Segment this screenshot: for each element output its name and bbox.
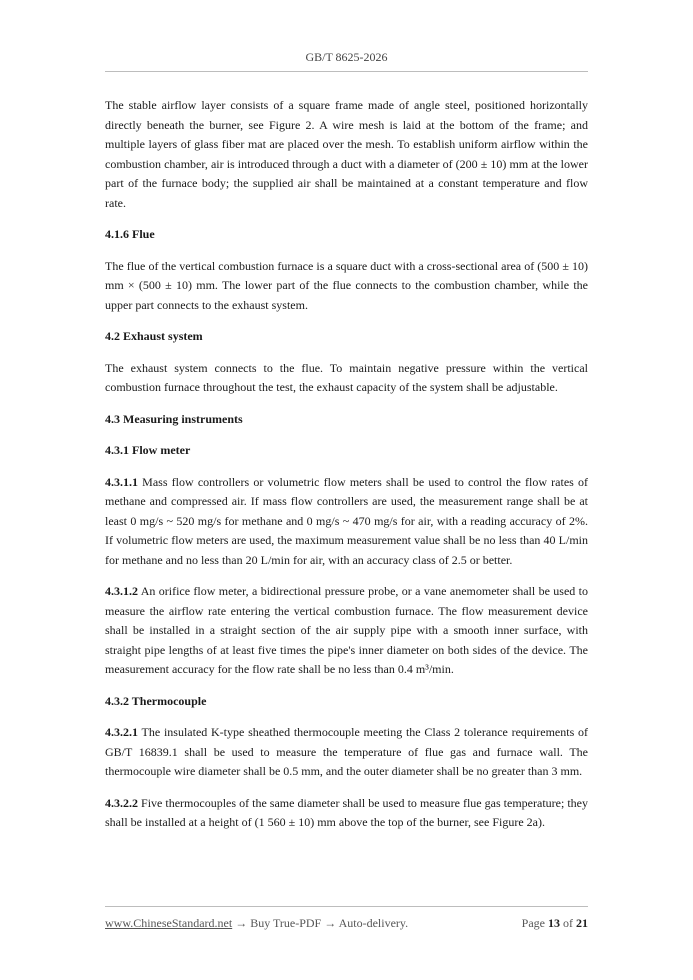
- footer-divider: [105, 906, 588, 907]
- paragraph-exhaust-system: The exhaust system connects to the flue. To maintain negative pressure within the vertical combustion furnace throughout the test, the exhaust capacity of the system shall be adjustable.: [105, 360, 588, 394]
- of-label: of: [560, 916, 576, 930]
- site-link[interactable]: www.ChineseStandard.net: [105, 916, 233, 930]
- paragraph-4-3-2-2: [105, 794, 588, 833]
- paragraph-4-3-2-1: [105, 723, 588, 782]
- heading-4-3-2: 4.3.2 Thermocouple: [105, 693, 207, 708]
- current-page: 13: [548, 916, 560, 930]
- heading-4-1-6: 4.1.6 Flue: [105, 227, 155, 241]
- clause-number-4-3-2-2: 4.3.2.2: [105, 795, 138, 810]
- clause-text-4-3-2-2: Five thermocouples of the same diameter shall be used to measure flue gas temperature; they shall be installed at a height of (1 560 ± 10) mm above the top of the burner, see Figure 2a).: [105, 795, 588, 829]
- delivery-text: Auto-delivery.: [338, 916, 409, 930]
- arrow-icon: →: [321, 916, 339, 930]
- page-footer: [105, 916, 588, 931]
- document-body: [105, 96, 588, 845]
- footer-promo: [105, 916, 408, 931]
- buy-text: Buy True-PDF: [250, 916, 322, 930]
- clause-text-4-3-1-1: Mass flow controllers or volumetric flow meters shall be used to control the flow rates of methane and compressed air. If mass flow controllers are used, the measurement range shall be at least 0 mg/s ~ 520 mg/s for methane and 0 mg/s ~ 470 mg/s for air, with a reading accuracy of 2%. If volumetric flow meters are used, the maximum measurement value shall be no less than 40 L/min for methane and no less than 20 L/min for air, with an accuracy class of 2.5 or better.: [105, 474, 588, 567]
- paragraph-4-3-1-1: [105, 473, 588, 571]
- heading-4-2: 4.2 Exhaust system: [105, 329, 203, 343]
- page-number: [522, 916, 588, 931]
- paragraph-flue: The flue of the vertical combustion furnace is a square duct with a cross-sectional area of (500 ± 10) mm × (500 ± 10) mm. The lower part of the flue connects to the combustion chamber, while the upper part connects to the exhaust system.: [105, 258, 588, 312]
- arrow-icon: →: [232, 916, 251, 930]
- heading-4-3-1: 4.3.1 Flow meter: [105, 443, 191, 457]
- paragraph-4-3-1-2: [105, 582, 588, 680]
- heading-4-3: 4.3 Measuring instruments: [105, 411, 243, 426]
- clause-number-4-3-1-2: 4.3.1.2: [105, 584, 138, 598]
- paragraph-airflow-layer: The stable airflow layer consists of a square frame made of angle steel, positioned horizontally directly beneath the burner, see Figure 2. A wire mesh is laid at the bottom of the frame; and multiple layers of glass fiber mat are placed over the mesh. To establish uniform airflow within the combustion chamber, air is introduced through a duct with a diameter of (200 ± 10) mm at the lower part of the furnace body; the supplied air shall be maintained at a constant temperature and flow rate.: [105, 98, 588, 210]
- clause-text-4-3-1-2: An orifice flow meter, a bidirectional pressure probe, or a vane anemometer shall be used to measure the airflow rate entering the vertical combustion furnace. The flow measurement device shall be installed in a straight section of the air supply pipe with a smooth inner surface, with straight pipe lengths of at least five times the pipe's inner diameter on both sides of the device. The measurement accuracy for the flow rate shall be no less than 0.4 m³/min.: [105, 584, 588, 676]
- page-label: Page: [521, 916, 548, 930]
- page-header: GB/T 8625-2026: [305, 50, 388, 64]
- clause-number-4-3-1-1: 4.3.1.1: [105, 474, 138, 489]
- total-pages: 21: [576, 916, 588, 930]
- clause-text-4-3-2-1: The insulated K-type sheathed thermocouple meeting the Class 2 tolerance requirements of GB/T 16839.1 shall be used to measure the temperature of flue gas and furnace wall. The thermocouple wire diameter shall be 0.5 mm, and the outer diameter shall be no greater than 3 mm.: [105, 725, 588, 778]
- header-divider: [105, 71, 588, 72]
- clause-number-4-3-2-1: 4.3.2.1: [105, 725, 138, 739]
